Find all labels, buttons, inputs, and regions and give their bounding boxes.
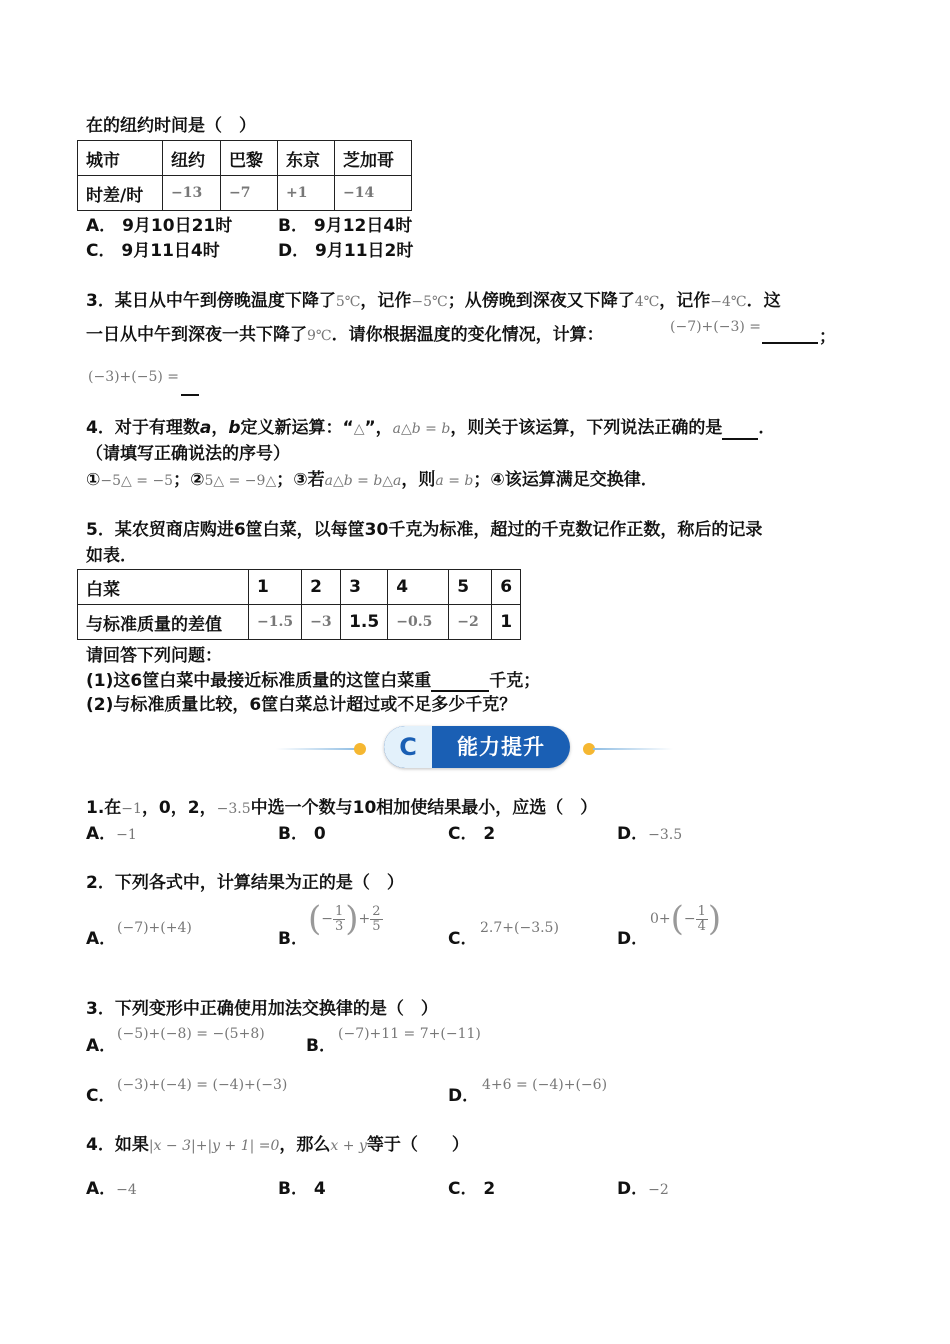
- option-math: (−7)+(+4): [117, 920, 192, 936]
- math: |x − 3|+|y + 1| =0: [148, 1138, 280, 1154]
- question-3-line-2: [86, 324, 604, 347]
- math: 4℃: [634, 294, 660, 310]
- table-header-cell: 4: [388, 570, 449, 605]
- text: (1)这6筐白菜中最接近标准质量的这筐白菜重: [86, 671, 432, 691]
- math: −3.5: [216, 801, 251, 817]
- option-b: B．: [278, 929, 308, 949]
- option-text: 9月11日2时: [315, 241, 414, 261]
- option-c: C．: [86, 1086, 116, 1106]
- option-a: [86, 823, 137, 846]
- variable: a: [199, 418, 212, 438]
- table-header-cell: 6: [492, 570, 521, 605]
- paren: (: [670, 899, 684, 939]
- text: ，那么: [279, 1135, 331, 1155]
- denominator: 5: [372, 918, 381, 934]
- text: ，记作: [659, 291, 711, 311]
- option-letter: B．: [278, 1179, 308, 1199]
- option-math: 2.7+(−3.5): [480, 920, 559, 936]
- text: ；从傍晚到深夜又下降了: [447, 291, 635, 311]
- math: a△b = b△a: [324, 473, 402, 489]
- text: 4．对于有理数: [86, 418, 200, 438]
- text: ；③若: [276, 470, 325, 490]
- table-cell: −13: [163, 176, 221, 211]
- table-cell: −3: [302, 605, 341, 640]
- table-cell: 1: [492, 605, 521, 640]
- option-b: [278, 823, 326, 845]
- banner-line-left: [276, 748, 358, 750]
- fraction: [370, 905, 382, 934]
- math: △: [353, 421, 365, 437]
- option-b: [278, 1178, 326, 1200]
- option-c: [448, 1178, 495, 1200]
- text: ，: [211, 418, 229, 438]
- option-letter: A．: [86, 824, 117, 844]
- text: ；④该运算满足交换律．: [473, 470, 658, 490]
- text: ．请你根据温度的变化情况，计算：: [331, 325, 604, 345]
- question-4-line-3: [86, 469, 658, 492]
- table-cell: −7: [221, 176, 278, 211]
- option-d: D．: [617, 929, 649, 949]
- text: 千克；: [489, 671, 541, 691]
- option-a: A．: [86, 1036, 117, 1056]
- option-text: 9月12日4时: [313, 216, 413, 236]
- table-row-label: 时差/时: [78, 176, 163, 211]
- option-letter: D．: [617, 824, 649, 844]
- table-header-cell: 1: [249, 570, 302, 605]
- option-letter: A．: [86, 1179, 117, 1199]
- option-text: 2: [483, 1179, 496, 1199]
- text: ，则: [401, 470, 436, 490]
- minus-sign: −: [321, 911, 333, 927]
- table-cell: 1.5: [341, 605, 388, 640]
- paren: ): [345, 899, 359, 939]
- option-math-fraction: [650, 896, 721, 942]
- option-text: 9月11日4时: [121, 241, 220, 261]
- math: a△b = b: [392, 421, 451, 437]
- table-cell: −1.5: [249, 605, 302, 640]
- question-5-line-1: 5．某农贸商店购进6筐白菜，以每筐30千克为标准，超过的千克数记作正数，称后的记录: [86, 520, 763, 540]
- option-b: [278, 215, 412, 237]
- math: 9℃: [307, 328, 332, 344]
- option-math: (−5)+(−8) = −(5+8): [117, 1026, 265, 1042]
- fraction: [333, 905, 345, 934]
- math: −5℃: [411, 294, 448, 310]
- option-math: (−3)+(−4) = (−4)+(−3): [117, 1077, 288, 1093]
- option-text: 4: [313, 1179, 326, 1199]
- option-text: 2: [483, 824, 496, 844]
- table-cell: −0.5: [388, 605, 449, 640]
- option-math: −1: [116, 827, 137, 843]
- fraction: [696, 905, 708, 934]
- time-difference-table: [77, 140, 412, 211]
- option-d: [617, 823, 682, 846]
- option-letter: C．: [448, 1179, 478, 1199]
- option-c: [448, 823, 495, 845]
- option-text: 9月10日21时: [122, 216, 233, 236]
- math: x + y: [330, 1138, 367, 1154]
- math-expression: (−7)+(−3) =: [670, 319, 762, 335]
- option-math: −3.5: [648, 827, 683, 843]
- table-header-cell: 巴黎: [221, 141, 278, 176]
- option-a: [86, 215, 232, 237]
- table-header-cell: 纽约: [163, 141, 221, 176]
- option-math-fraction: [308, 896, 383, 942]
- text: ”，: [364, 418, 393, 438]
- option-letter: B．: [278, 824, 308, 844]
- c-question-3-stem: 3．下列变形中正确使用加法交换律的是（ ）: [86, 999, 438, 1019]
- text: ，则关于该运算，下列说法正确的是: [450, 418, 723, 438]
- table-header-cell: 芝加哥: [335, 141, 412, 176]
- table-header-cell: 城市: [78, 141, 163, 176]
- paren: (: [308, 899, 322, 939]
- table-header-cell: 白菜: [78, 570, 249, 605]
- option-math: −4: [116, 1182, 137, 1198]
- text: ，0，2，: [141, 798, 217, 818]
- question-5-prompt: 请回答下列问题：: [86, 646, 222, 666]
- cabbage-weight-table: [77, 569, 521, 640]
- banner-title: 能力提升: [457, 735, 545, 759]
- question-4-line-1: [86, 417, 775, 440]
- option-letter: C．: [448, 824, 478, 844]
- option-math: 4+6 = (−4)+(−6): [482, 1077, 608, 1093]
- text: ①: [86, 470, 101, 490]
- option-letter: D．: [617, 1179, 649, 1199]
- denominator: 3: [335, 918, 344, 934]
- option-d: [617, 1178, 669, 1201]
- numerator: 1: [697, 903, 706, 919]
- math: −4℃: [710, 294, 747, 310]
- answer-blank: [762, 324, 818, 344]
- minus-sign: −: [683, 911, 696, 927]
- text: ，记作: [360, 291, 412, 311]
- banner-letter: C: [384, 726, 432, 768]
- text: 一日从中午到深夜一共下降了: [86, 325, 307, 345]
- table-row-label: 与标准质量的差值: [78, 605, 249, 640]
- option-letter: C．: [86, 241, 116, 261]
- math: a = b: [435, 473, 474, 489]
- question-3-line-1: [86, 290, 781, 313]
- punctuation: ；: [819, 327, 836, 347]
- table-header-cell: 5: [449, 570, 492, 605]
- table-cell: −2: [449, 605, 492, 640]
- option-c: C．: [448, 929, 478, 949]
- c-question-1-stem: [86, 797, 597, 820]
- question-5-sub-2: (2)与标准质量比较，6筐白菜总计超过或不足多少千克？: [86, 695, 517, 715]
- c-question-4-stem: [86, 1134, 469, 1157]
- text: ；②: [173, 470, 205, 490]
- table-header-cell: 3: [341, 570, 388, 605]
- text: 1.在: [86, 798, 122, 818]
- answer-blank: [431, 672, 489, 692]
- text: 4．如果: [86, 1135, 149, 1155]
- option-text: 0: [313, 824, 326, 844]
- option-b: B．: [306, 1036, 336, 1056]
- text: 3．某日从中午到傍晚温度下降了: [86, 291, 336, 311]
- plus-sign: +: [358, 911, 371, 927]
- option-letter: D．: [278, 241, 310, 261]
- option-math: −2: [648, 1182, 669, 1198]
- option-a: A．: [86, 929, 117, 949]
- text: ．: [758, 418, 776, 438]
- math-prefix: 0+: [650, 911, 671, 927]
- text: ．这: [746, 291, 781, 311]
- answer-blank: [181, 376, 199, 396]
- banner-dot-left: [354, 743, 366, 755]
- table-cell: +1: [278, 176, 335, 211]
- section-banner: [384, 726, 570, 768]
- question-4-line-2: （请填写正确说法的序号）: [86, 444, 290, 464]
- table-header-cell: 2: [302, 570, 341, 605]
- paren: ): [707, 899, 722, 939]
- option-c: [86, 240, 220, 262]
- text: 中选一个数与10相加使结果最小，应选（ ）: [250, 798, 598, 818]
- text: 定义新运算：“: [240, 418, 354, 438]
- table-cell: −14: [335, 176, 412, 211]
- numerator: 1: [335, 903, 344, 919]
- denominator: 4: [697, 918, 706, 934]
- question-stem: 在的纽约时间是（ ）: [86, 116, 256, 136]
- variable: b: [228, 418, 241, 438]
- math: −1: [121, 801, 142, 817]
- option-d: [278, 240, 413, 262]
- question-5-sub-1: [86, 670, 540, 692]
- option-d: D．: [448, 1086, 480, 1106]
- math: 5△ = −9△: [204, 473, 277, 489]
- option-letter: B．: [278, 216, 308, 236]
- option-a: [86, 1178, 137, 1201]
- answer-blank: [722, 420, 758, 440]
- table-header-cell: 东京: [278, 141, 335, 176]
- question-5-line-2: 如表．: [86, 546, 137, 566]
- option-math: (−7)+11 = 7+(−11): [338, 1026, 481, 1042]
- c-question-2-stem: 2．下列各式中，计算结果为正的是（ ）: [86, 873, 404, 893]
- numerator: 2: [372, 903, 381, 919]
- option-letter: A．: [86, 216, 117, 236]
- text: 等于（ ）: [366, 1135, 469, 1155]
- banner-line-right: [593, 748, 673, 750]
- math: 5℃: [335, 294, 361, 310]
- math-expression: (−3)+(−5) =: [88, 369, 180, 385]
- math: −5△ = −5: [100, 473, 174, 489]
